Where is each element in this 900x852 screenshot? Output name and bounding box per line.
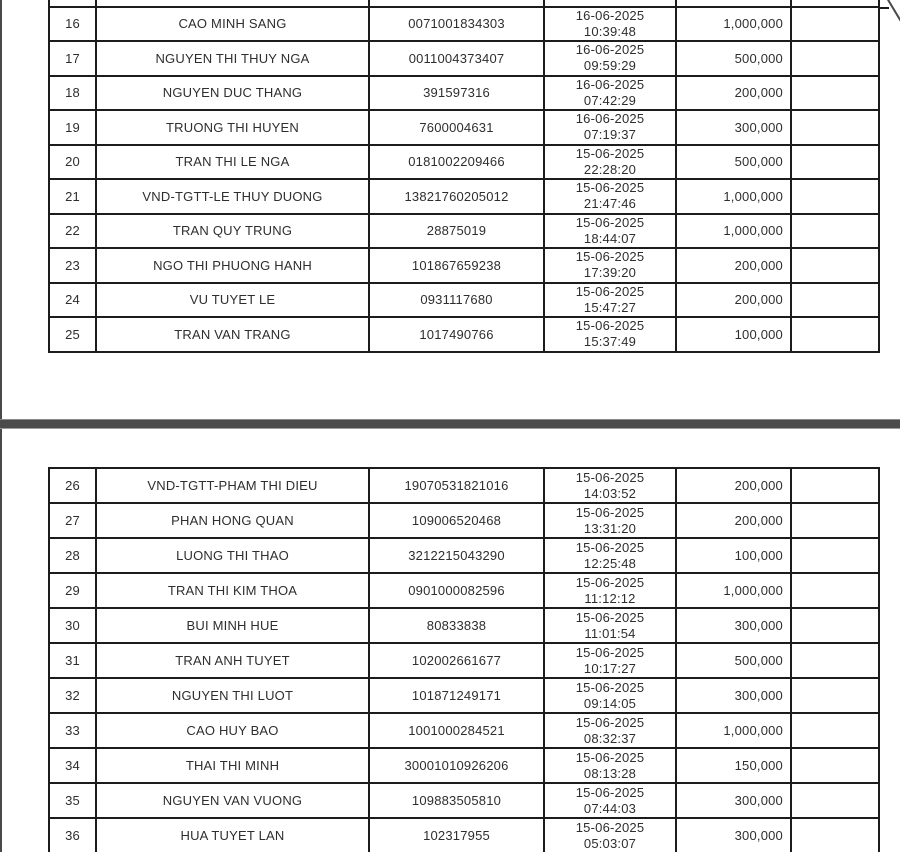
date-text: 15-06-2025: [575, 504, 645, 520]
time-text: 15:47:27: [583, 299, 637, 315]
donor-name-cell: TRAN QUY TRUNG: [96, 214, 369, 249]
note-cell: [791, 214, 879, 249]
date-text: 16-06-2025: [575, 111, 645, 127]
row-number-cell: 31: [49, 643, 96, 678]
donor-name-cell: CAO MINH SANG: [96, 7, 369, 42]
row-number-cell: 20: [49, 145, 96, 180]
amount-cell: 200,000: [676, 283, 791, 318]
page-edge-line: [0, 429, 2, 852]
note-cell: [791, 248, 879, 283]
datetime-cell: [544, 179, 676, 214]
time-text: 07:44:03: [583, 800, 637, 816]
table-row: [49, 783, 879, 818]
amount-cell: 100,000: [676, 317, 791, 352]
time-text: 11:12:12: [584, 590, 636, 606]
datetime-cell: [544, 317, 676, 352]
table-border-stub: [878, 7, 889, 9]
row-number-cell: 26: [49, 468, 96, 503]
date-text: 15-06-2025: [575, 784, 645, 800]
donor-name-cell: VU TUYET LE: [96, 283, 369, 318]
table-row: [49, 468, 879, 503]
amount-cell: 200,000: [676, 248, 791, 283]
donor-name-cell: NGUYEN THI THUY NGA: [96, 41, 369, 76]
amount-cell: 150,000: [676, 748, 791, 783]
date-text: 15-06-2025: [575, 574, 645, 590]
datetime-cell: [544, 110, 676, 145]
note-cell: [791, 573, 879, 608]
note-cell: [791, 7, 879, 42]
donor-name-cell: NGUYEN THI LUOT: [96, 678, 369, 713]
account-number-cell: 0931117680: [369, 283, 544, 318]
note-cell: [791, 179, 879, 214]
datetime-cell: [544, 713, 676, 748]
account-number-cell: 0011004373407: [369, 41, 544, 76]
row-number-cell: 34: [49, 748, 96, 783]
account-number-cell: 109883505810: [369, 783, 544, 818]
row-number-cell: 17: [49, 41, 96, 76]
note-cell: [791, 643, 879, 678]
datetime-cell: [544, 214, 676, 249]
donor-name-cell: NGO THI PHUONG HANH: [96, 248, 369, 283]
table-row: [49, 678, 879, 713]
date-text: 15-06-2025: [575, 249, 645, 265]
date-text: 15-06-2025: [575, 214, 645, 230]
row-number-cell: 19: [49, 110, 96, 145]
datetime-cell: [544, 643, 676, 678]
donor-name-cell: TRUONG THI HUYEN: [96, 110, 369, 145]
amount-cell: 300,000: [676, 678, 791, 713]
date-text: 15-06-2025: [575, 749, 645, 765]
row-number-cell: 35: [49, 783, 96, 818]
donor-name-cell: BUI MINH HUE: [96, 608, 369, 643]
date-text: 15-06-2025: [575, 539, 645, 555]
row-number-cell: 36: [49, 818, 96, 852]
table-row: [49, 538, 879, 573]
amount-cell: 500,000: [676, 145, 791, 180]
amount-cell: 1,000,000: [676, 573, 791, 608]
datetime-cell: [544, 538, 676, 573]
time-text: 18:44:07: [583, 230, 637, 246]
account-number-cell: 101867659238: [369, 248, 544, 283]
account-number-cell: 0181002209466: [369, 145, 544, 180]
note-cell: [791, 110, 879, 145]
amount-cell: 1,000,000: [676, 179, 791, 214]
table-row: [49, 145, 879, 180]
time-text: 11:01:54: [584, 625, 636, 641]
account-number-cell: 28875019: [369, 214, 544, 249]
amount-cell: 200,000: [676, 468, 791, 503]
row-number-cell: 24: [49, 283, 96, 318]
note-cell: [791, 783, 879, 818]
datetime-cell: [544, 7, 676, 42]
row-number-cell: 23: [49, 248, 96, 283]
time-text: 07:42:29: [583, 92, 637, 108]
row-number-cell: 33: [49, 713, 96, 748]
table-row: [49, 643, 879, 678]
donor-name-cell: THAI THI MINH: [96, 748, 369, 783]
account-number-cell: 7600004631: [369, 110, 544, 145]
amount-cell: 100,000: [676, 538, 791, 573]
amount-cell: 300,000: [676, 608, 791, 643]
page-break-divider: [0, 419, 900, 429]
time-text: 22:28:20: [583, 161, 637, 177]
amount-cell: 300,000: [676, 783, 791, 818]
account-number-cell: 0901000082596: [369, 573, 544, 608]
row-number-cell: 21: [49, 179, 96, 214]
account-number-cell: 80833838: [369, 608, 544, 643]
time-text: 08:13:28: [583, 765, 637, 781]
account-number-cell: 101871249171: [369, 678, 544, 713]
table-row: [49, 76, 879, 111]
account-number-cell: 0071001834303: [369, 7, 544, 42]
datetime-cell: [544, 503, 676, 538]
account-number-cell: 109006520468: [369, 503, 544, 538]
donor-name-cell: NGUYEN VAN VUONG: [96, 783, 369, 818]
date-text: 16-06-2025: [575, 7, 645, 23]
time-text: 09:14:05: [583, 695, 637, 711]
time-text: 13:31:20: [583, 520, 637, 536]
table-row: [49, 41, 879, 76]
datetime-cell: [544, 248, 676, 283]
row-number-cell: 27: [49, 503, 96, 538]
table-row: [49, 248, 879, 283]
note-cell: [791, 678, 879, 713]
row-number-cell: 22: [49, 214, 96, 249]
donor-name-cell: LUONG THI THAO: [96, 538, 369, 573]
datetime-cell: [544, 748, 676, 783]
amount-cell: 1,000,000: [676, 7, 791, 42]
amount-cell: 1,000,000: [676, 713, 791, 748]
row-number-cell: 18: [49, 76, 96, 111]
amount-cell: 300,000: [676, 818, 791, 852]
note-cell: [791, 503, 879, 538]
date-text: 16-06-2025: [575, 76, 645, 92]
donor-name-cell: NGUYEN DUC THANG: [96, 76, 369, 111]
amount-cell: 500,000: [676, 643, 791, 678]
amount-cell: 300,000: [676, 110, 791, 145]
account-number-cell: 13821760205012: [369, 179, 544, 214]
row-number-cell: 32: [49, 678, 96, 713]
datetime-cell: [544, 608, 676, 643]
datetime-cell: [544, 145, 676, 180]
date-text: 15-06-2025: [575, 819, 645, 835]
datetime-cell: [544, 76, 676, 111]
account-number-cell: 102317955: [369, 818, 544, 852]
note-cell: [791, 468, 879, 503]
table-row: [49, 179, 879, 214]
time-text: 14:03:52: [583, 485, 637, 501]
datetime-cell: [544, 818, 676, 852]
date-text: 15-06-2025: [575, 318, 645, 334]
date-text: 15-06-2025: [575, 609, 645, 625]
time-text: 08:32:37: [583, 730, 637, 746]
time-text: 10:39:48: [583, 23, 637, 39]
date-text: 16-06-2025: [575, 42, 645, 58]
note-cell: [791, 145, 879, 180]
amount-cell: 1,000,000: [676, 214, 791, 249]
date-text: 15-06-2025: [575, 469, 645, 485]
datetime-cell: [544, 678, 676, 713]
note-cell: [791, 748, 879, 783]
time-text: 15:37:49: [583, 334, 637, 350]
table-row: [49, 748, 879, 783]
time-text: 17:39:20: [583, 265, 637, 281]
time-text: 21:47:46: [583, 196, 637, 212]
date-text: 15-06-2025: [575, 644, 645, 660]
row-number-cell: 28: [49, 538, 96, 573]
account-number-cell: 19070531821016: [369, 468, 544, 503]
note-cell: [791, 41, 879, 76]
amount-cell: 200,000: [676, 503, 791, 538]
note-cell: [791, 283, 879, 318]
amount-cell: 500,000: [676, 41, 791, 76]
date-text: 15-06-2025: [575, 679, 645, 695]
date-text: 15-06-2025: [575, 283, 645, 299]
date-text: 15-06-2025: [575, 180, 645, 196]
note-cell: [791, 76, 879, 111]
table-row: [49, 283, 879, 318]
time-text: 05:03:07: [583, 835, 637, 851]
time-text: 09:59:29: [583, 58, 637, 74]
account-number-cell: 102002661677: [369, 643, 544, 678]
datetime-cell: [544, 468, 676, 503]
table-row: [49, 214, 879, 249]
transactions-table-page1: [48, 0, 880, 353]
account-number-cell: 3212215043290: [369, 538, 544, 573]
amount-cell: 200,000: [676, 76, 791, 111]
row-number-cell: 29: [49, 573, 96, 608]
donor-name-cell: VND-TGTT-LE THUY DUONG: [96, 179, 369, 214]
time-text: 07:19:37: [583, 127, 637, 143]
page-corner-edge: [887, 0, 900, 27]
donor-name-cell: VND-TGTT-PHAM THI DIEU: [96, 468, 369, 503]
row-number-cell: 30: [49, 608, 96, 643]
note-cell: [791, 608, 879, 643]
table-row: [49, 317, 879, 352]
account-number-cell: 391597316: [369, 76, 544, 111]
table-row: [49, 608, 879, 643]
donor-name-cell: TRAN THI LE NGA: [96, 145, 369, 180]
donor-name-cell: TRAN VAN TRANG: [96, 317, 369, 352]
donor-name-cell: HUA TUYET LAN: [96, 818, 369, 852]
donor-name-cell: CAO HUY BAO: [96, 713, 369, 748]
row-number-cell: 16: [49, 7, 96, 42]
datetime-cell: [544, 283, 676, 318]
time-text: 10:17:27: [583, 660, 637, 676]
account-number-cell: 1017490766: [369, 317, 544, 352]
table-row: [49, 503, 879, 538]
date-text: 15-06-2025: [575, 714, 645, 730]
note-cell: [791, 818, 879, 852]
page-edge-line: [0, 0, 2, 419]
donor-name-cell: PHAN HONG QUAN: [96, 503, 369, 538]
note-cell: [791, 317, 879, 352]
row-number-cell: 25: [49, 317, 96, 352]
transactions-table-page2: [48, 467, 880, 852]
note-cell: [791, 713, 879, 748]
datetime-cell: [544, 573, 676, 608]
table-row: [49, 573, 879, 608]
table-row: [49, 7, 879, 42]
table-row: [49, 110, 879, 145]
time-text: 12:25:48: [583, 555, 637, 571]
account-number-cell: 1001000284521: [369, 713, 544, 748]
datetime-cell: [544, 41, 676, 76]
table-row: [49, 713, 879, 748]
date-text: 15-06-2025: [575, 145, 645, 161]
table-row: [49, 818, 879, 852]
note-cell: [791, 538, 879, 573]
donor-name-cell: TRAN ANH TUYET: [96, 643, 369, 678]
datetime-cell: [544, 783, 676, 818]
account-number-cell: 30001010926206: [369, 748, 544, 783]
donor-name-cell: TRAN THI KIM THOA: [96, 573, 369, 608]
